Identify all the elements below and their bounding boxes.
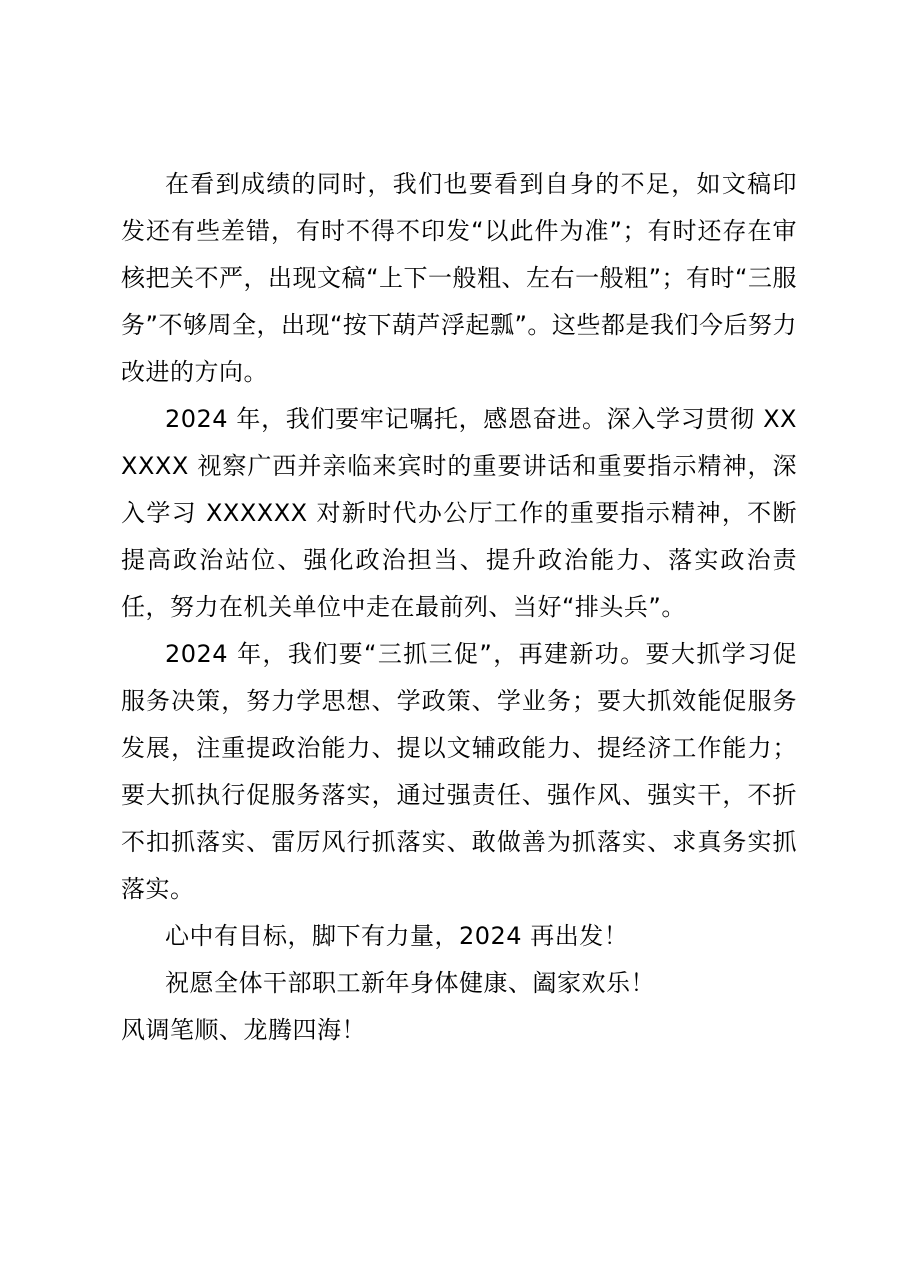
paragraph-new-year-wishes: 祝愿全体干部职工新年身体健康、阖家欢乐！: [165, 969, 655, 997]
paragraph-closing-blessing: 风调笔顺、龙腾四海！: [121, 1016, 366, 1044]
paragraph-set-out-again: 心中有目标，脚下有力量，2024 再出发！: [165, 922, 629, 950]
paragraph-study-instructions: 2024 年，我们要牢记嘱托，感恩奋进。深入学习贯彻 XXXXXX 视察广西并亲临来宾时的重要讲话和重要指示精神，深入学习 XXXXXX 对新时代办公厅工作的重要指示精神，不断提高政治站位、强化政治担当、提升政治能力、落实政治责任，努力在机关单位中走在最前列、当好“排头兵”。: [121, 405, 797, 621]
paragraph-shortcomings: 在看到成绩的同时，我们也要看到自身的不足，如文稿印发还有些差错，有时不得不印发“以此件为准”；有时还存在审核把关不严，出现文稿“上下一般粗、左右一般粗”；有时“三服务”不够周全，出现“按下葫芦浮起瓢”。这些都是我们今后努力改进的方向。: [121, 170, 797, 386]
document-body: [121, 161, 797, 1054]
paragraph-three-grasps: 2024 年，我们要“三抓三促”，再建新功。要大抓学习促服务决策，努力学思想、学政策、学业务；要大抓效能促服务发展，注重提政治能力、提以文辅政能力、提经济工作能力；要大抓执行促服务落实，通过强责任、强作风、强实干，不折不扣抓落实、雷厉风行抓落实、敢做善为抓落实、求真务实抓落实。: [121, 640, 797, 903]
